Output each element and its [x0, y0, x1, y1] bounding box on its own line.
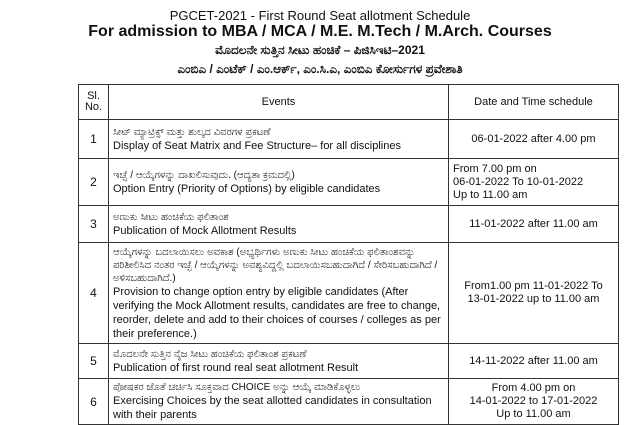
event-english: Exercising Choices by the seat allotted candidates in consultation with their parents	[113, 395, 432, 421]
table-header-row	[79, 85, 619, 120]
event-kannada: ಮೊದಲನೇ ಸುತ್ತಿನ ನೈಜ ಸೀಟು ಹಂಚಿಕೆಯ ಫಲಿತಾಂಶ ಪ್ರಕಟಣೆ	[113, 348, 307, 360]
title-line-2: For admission to MBA / MCA / M.E. M.Tech / M.Arch. Courses	[88, 23, 552, 40]
table-row	[79, 159, 619, 206]
row-date: From1.00 pm 11-01-2022 To 13-01-2022 up to 11.00 am	[449, 243, 619, 344]
title-line-1: PGCET-2021 - First Round Seat allotment Schedule	[169, 8, 471, 23]
event-kannada: ಸೀಟ್ ಮ್ಯಾಟ್ರಿಕ್ಸ್ ಮತ್ತು ಶುಲ್ಕದ ವಿವರಗಳ ಪ್ರಕಟಣೆ	[113, 126, 271, 138]
row-date: From 4.00 pm on 14-01-2022 to 17-01-2022 Up to 11.00 am	[449, 379, 619, 425]
table-row	[79, 344, 619, 379]
row-date: 06-01-2022 after 4.00 pm	[449, 120, 619, 159]
row-date: From 7.00 pm on 06-01-2022 To 10-01-2022 Up to 11.00 am	[449, 159, 619, 206]
event-kannada: ಇಚ್ಛೆ / ಆಯ್ಕೆಗಳನ್ನು ದಾಖಲಿಸುವುದು. (ಆದ್ಯತಾ ಕ್ರಮದಲ್ಲಿ)	[113, 169, 295, 181]
row-slno: 4	[79, 243, 109, 344]
row-slno: 1	[79, 120, 109, 159]
title-line-kannada-1: ಮೊದಲನೇ ಸುತ್ತಿನ ಸೀಟು ಹಂಚಿಕೆ – ಪಿಜಿಸಿಇಟಿ–2021	[215, 43, 425, 57]
row-event	[109, 379, 449, 425]
event-english: Publication of Mock Allotment Results	[113, 224, 297, 237]
table-row	[79, 379, 619, 425]
event-english: Option Entry (Priority of Options) by eligible candidates	[113, 182, 381, 195]
header-events: Events	[109, 85, 449, 120]
event-english: Publication of first round real seat allotment Result	[113, 361, 359, 374]
schedule-table	[78, 84, 619, 425]
table-row	[79, 206, 619, 243]
row-slno: 2	[79, 159, 109, 206]
event-english: Display of Seat Matrix and Fee Structure– for all disciplines	[113, 139, 401, 152]
event-kannada: ಪೋಷಕರ ಜೊತೆ ಚರ್ಚಿಸಿ ಸೂಕ್ತವಾದ CHOICE ಅನ್ನು ಆಯ್ಕೆ ಮಾಡಿಕೊಳ್ಳಲು	[113, 382, 361, 393]
row-event	[109, 243, 449, 344]
row-slno: 5	[79, 344, 109, 379]
row-event	[109, 159, 449, 206]
table-row	[79, 120, 619, 159]
title-line-kannada-2: ಎಂಬಿಎ / ಎಂಟೆಕ್ / ಎಂ.ಆರ್ಕ್, ಎಂ.ಸಿ.ಎ, ಎಂಬಿಎ ಕೋರ್ಸುಗಳ ಪ್ರವೇಶಾತಿ	[177, 62, 463, 76]
event-kannada: ಆಯ್ಕೆಗಳನ್ನು ಬದಲಾಯಿಸಲು ಅವಕಾಶ (ಅಭ್ಯರ್ಥಿಗಳು ಅಣುಕು ಸೀಟು ಹಂಚಿಕೆಯ ಫಲಿತಾಂಶವನ್ನು ಪರಿಶೀಲಿಸಿದ ನಂತರ ಇಚ್ಛೆ / ಆಯ್ಕೆಗಳನ್ನು ಅವಶ್ಯವಿದ್ದಲ್ಲಿ ಬದಲಾಯಿಸಬಹುದಾಗಿದೆ / ಸೇರಿಸಬಹುದಾಗಿದೆ / ಅಳಿಸಬಹುದಾಗಿದೆ.)	[113, 246, 438, 284]
row-event	[109, 344, 449, 379]
row-slno: 3	[79, 206, 109, 243]
row-event	[109, 120, 449, 159]
table-row	[79, 243, 619, 344]
header-date: Date and Time schedule	[449, 85, 619, 120]
event-english: Provision to change option entry by eligible candidates (After verifying the Mock Allotment results, candidates are free to change, reorder, delete and add to their choices of courses / colleges as per their preference.)	[113, 285, 441, 340]
row-slno: 6	[79, 379, 109, 425]
row-date: 11-01-2022 after 11.00 am	[449, 206, 619, 243]
row-event	[109, 206, 449, 243]
row-date: 14-11-2022 after 11.00 am	[449, 344, 619, 379]
header-slno: Sl. No.	[79, 85, 109, 120]
event-kannada: ಅಣುಕು ಸೀಟು ಹಂಚಿಕೆಯ ಫಲಿತಾಂಶ	[113, 211, 229, 223]
